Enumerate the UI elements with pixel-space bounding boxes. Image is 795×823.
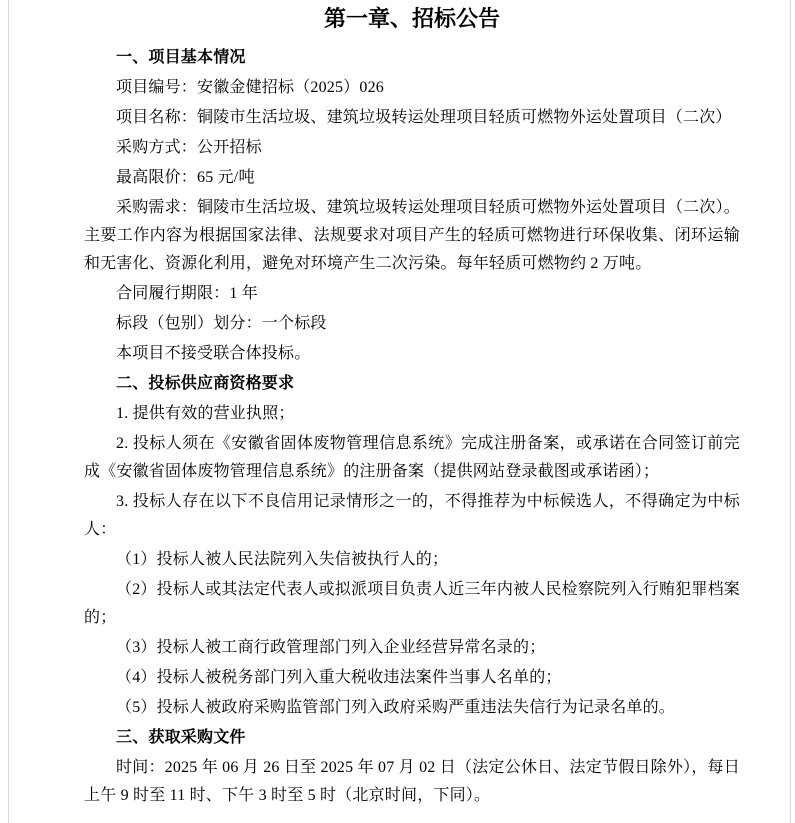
lot-division-line: 标段（包别）划分：一个标段 xyxy=(116,315,327,332)
qualification-item-3: 3. 投标人存在以下不良信用记录情形之一的，不得推荐为中标候选人，不得确定为中标人： xyxy=(84,493,740,538)
section3-heading: 三、获取采购文件 xyxy=(116,729,246,746)
qualification-item-2: 2. 投标人须在《安徽省固体废物管理信息系统》完成注册备案，或承诺在合同签订前完成《安徽省固体废物管理信息系统》的注册备案（提供网站登录截图或承诺函）； xyxy=(84,435,740,480)
qualification-item-1: 1. 提供有效的营业执照； xyxy=(116,405,295,422)
bad-credit-subitem-5: （5）投标人被政府采购监管部门列入政府采购严重违法失信行为记录名单的。 xyxy=(116,699,676,716)
project-name-line: 项目名称：铜陵市生活垃圾、建筑垃圾转运处理项目轻质可燃物外运处置项目（二次） xyxy=(116,109,732,126)
section1-heading: 一、项目基本情况 xyxy=(116,49,246,66)
procurement-method-line: 采购方式：公开招标 xyxy=(116,139,262,156)
document-content xyxy=(9,0,790,810)
consortium-note-line: 本项目不接受联合体投标。 xyxy=(116,345,311,362)
document-page xyxy=(8,0,791,823)
document-obtain-time-paragraph: 时间：2025 年 06 月 26 日至 2025 年 07 月 02 日（法定公休日、法定节假日除外），每日上午 9 时至 11 时、下午 3 时至 5 时（北京时间，下同）。 xyxy=(84,759,740,804)
project-number-line: 项目编号：安徽金健招标（2025）026 xyxy=(116,79,385,96)
max-price-line: 最高限价：65 元/吨 xyxy=(116,169,255,186)
section2-heading: 二、投标供应商资格要求 xyxy=(116,375,295,392)
contract-period-line: 合同履行期限：1 年 xyxy=(116,285,259,302)
bad-credit-subitem-1: （1）投标人被人民法院列入失信被执行人的； xyxy=(116,551,449,568)
bad-credit-subitem-3: （3）投标人被工商行政管理部门列入企业经营异常名录的； xyxy=(116,639,546,656)
bad-credit-subitem-4: （4）投标人被税务部门列入重大税收违法案件当事人名单的； xyxy=(116,669,562,686)
procurement-demand-paragraph: 采购需求：铜陵市生活垃圾、建筑垃圾转运处理项目轻质可燃物外运处置项目（二次）。主要工作内容为根据国家法律、法规要求对项目产生的轻质可燃物进行环保收集、闭环运输和无害化、资源化利用，避免对环境产生二次污染。每年轻质可燃物约 2 万吨。 xyxy=(84,199,740,272)
bad-credit-subitem-2: （2）投标人或其法定代表人或拟派项目负责人近三年内被人民检察院列入行贿犯罪档案的； xyxy=(84,581,740,626)
page-title: 第一章、招标公告 xyxy=(323,6,500,31)
